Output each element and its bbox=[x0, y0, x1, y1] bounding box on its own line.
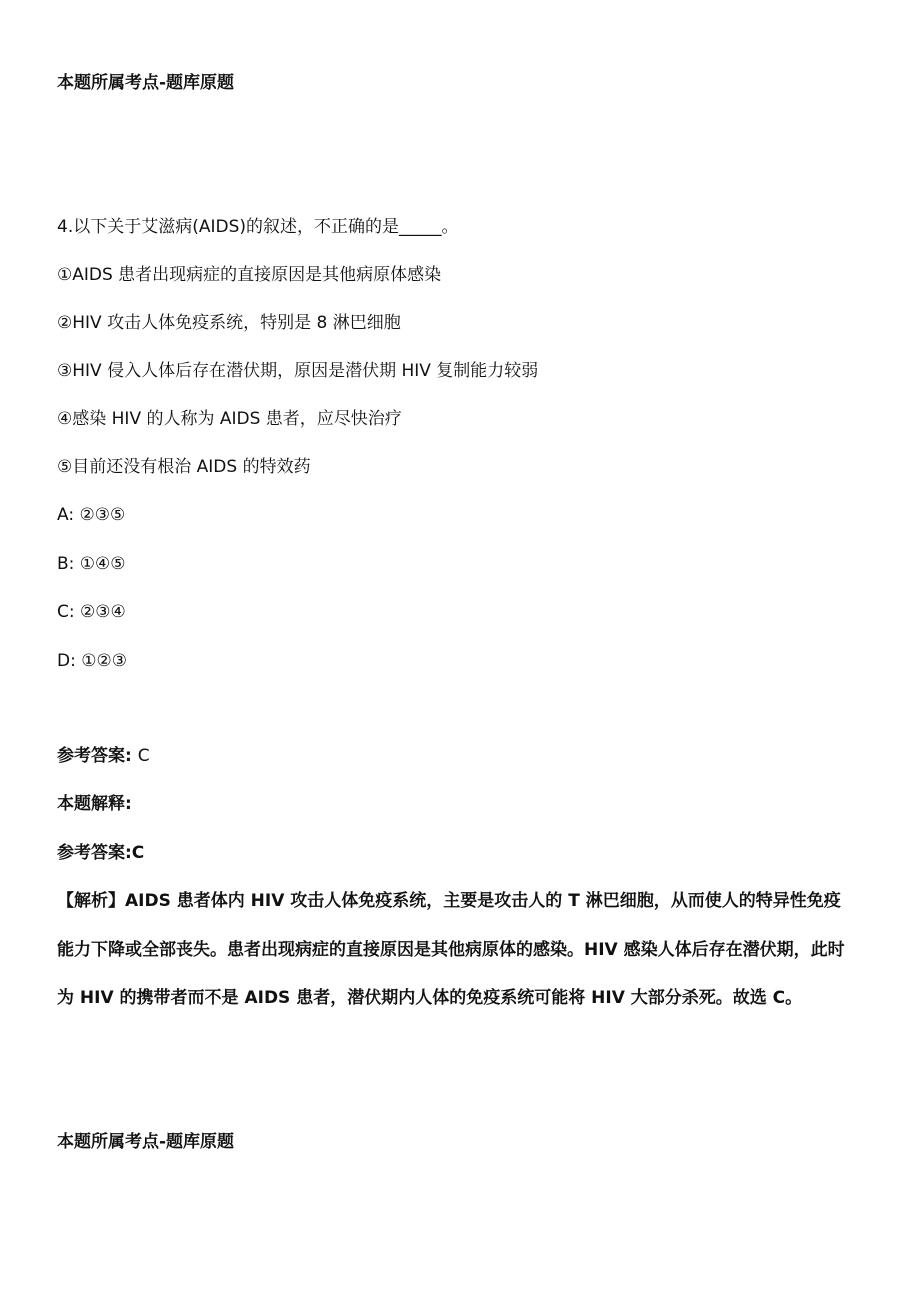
topic-label-bottom: 本题所属考点-题库原题 bbox=[57, 1132, 235, 1152]
statement-2: ②HIV 攻击人体免疫系统，特别是 8 淋巴细胞 bbox=[57, 313, 401, 333]
statement-4: ④感染 HIV 的人称为 AIDS 患者，应尽快治疗 bbox=[57, 409, 402, 429]
analysis-paragraph bbox=[57, 877, 857, 1023]
explanation-label: 本题解释: bbox=[57, 794, 132, 814]
reference-answer-value: C bbox=[137, 746, 150, 766]
option-b: B: ①④⑤ bbox=[57, 554, 126, 574]
option-d: D: ①②③ bbox=[57, 651, 127, 671]
reference-answer-colon: : bbox=[125, 746, 138, 766]
reference-answer bbox=[57, 745, 150, 767]
reference-answer-2: 参考答案:C bbox=[57, 843, 145, 863]
option-a: A: ②③⑤ bbox=[57, 505, 126, 525]
statement-5: ⑤目前还没有根治 AIDS 的特效药 bbox=[57, 457, 311, 477]
topic-label-top: 本题所属考点-题库原题 bbox=[57, 73, 235, 93]
statement-3: ③HIV 侵入人体后存在潜伏期，原因是潜伏期 HIV 复制能力较弱 bbox=[57, 361, 539, 381]
analysis-text: AIDS 患者体内 HIV 攻击人体免疫系统，主要是攻击人的 T 淋巴细胞，从而使人的特异性免疫能力下降或全部丧失。患者出现病症的直接原因是其他病原体的感染。HIV 感染人体后存在潜伏期，此时为 HIV 的携带者而不是 AIDS 患者，潜伏期内人体的免疫系统可能将 HIV 大部分杀死。故选 C。 bbox=[57, 891, 845, 1008]
reference-answer-label: 参考答案 bbox=[57, 746, 125, 766]
option-c: C: ②③④ bbox=[57, 602, 126, 622]
question-stem: 4.以下关于艾滋病(AIDS)的叙述，不正确的是_____。 bbox=[57, 217, 459, 237]
analysis-open: 【解析】 bbox=[57, 891, 125, 911]
statement-1: ①AIDS 患者出现病症的直接原因是其他病原体感染 bbox=[57, 265, 442, 285]
